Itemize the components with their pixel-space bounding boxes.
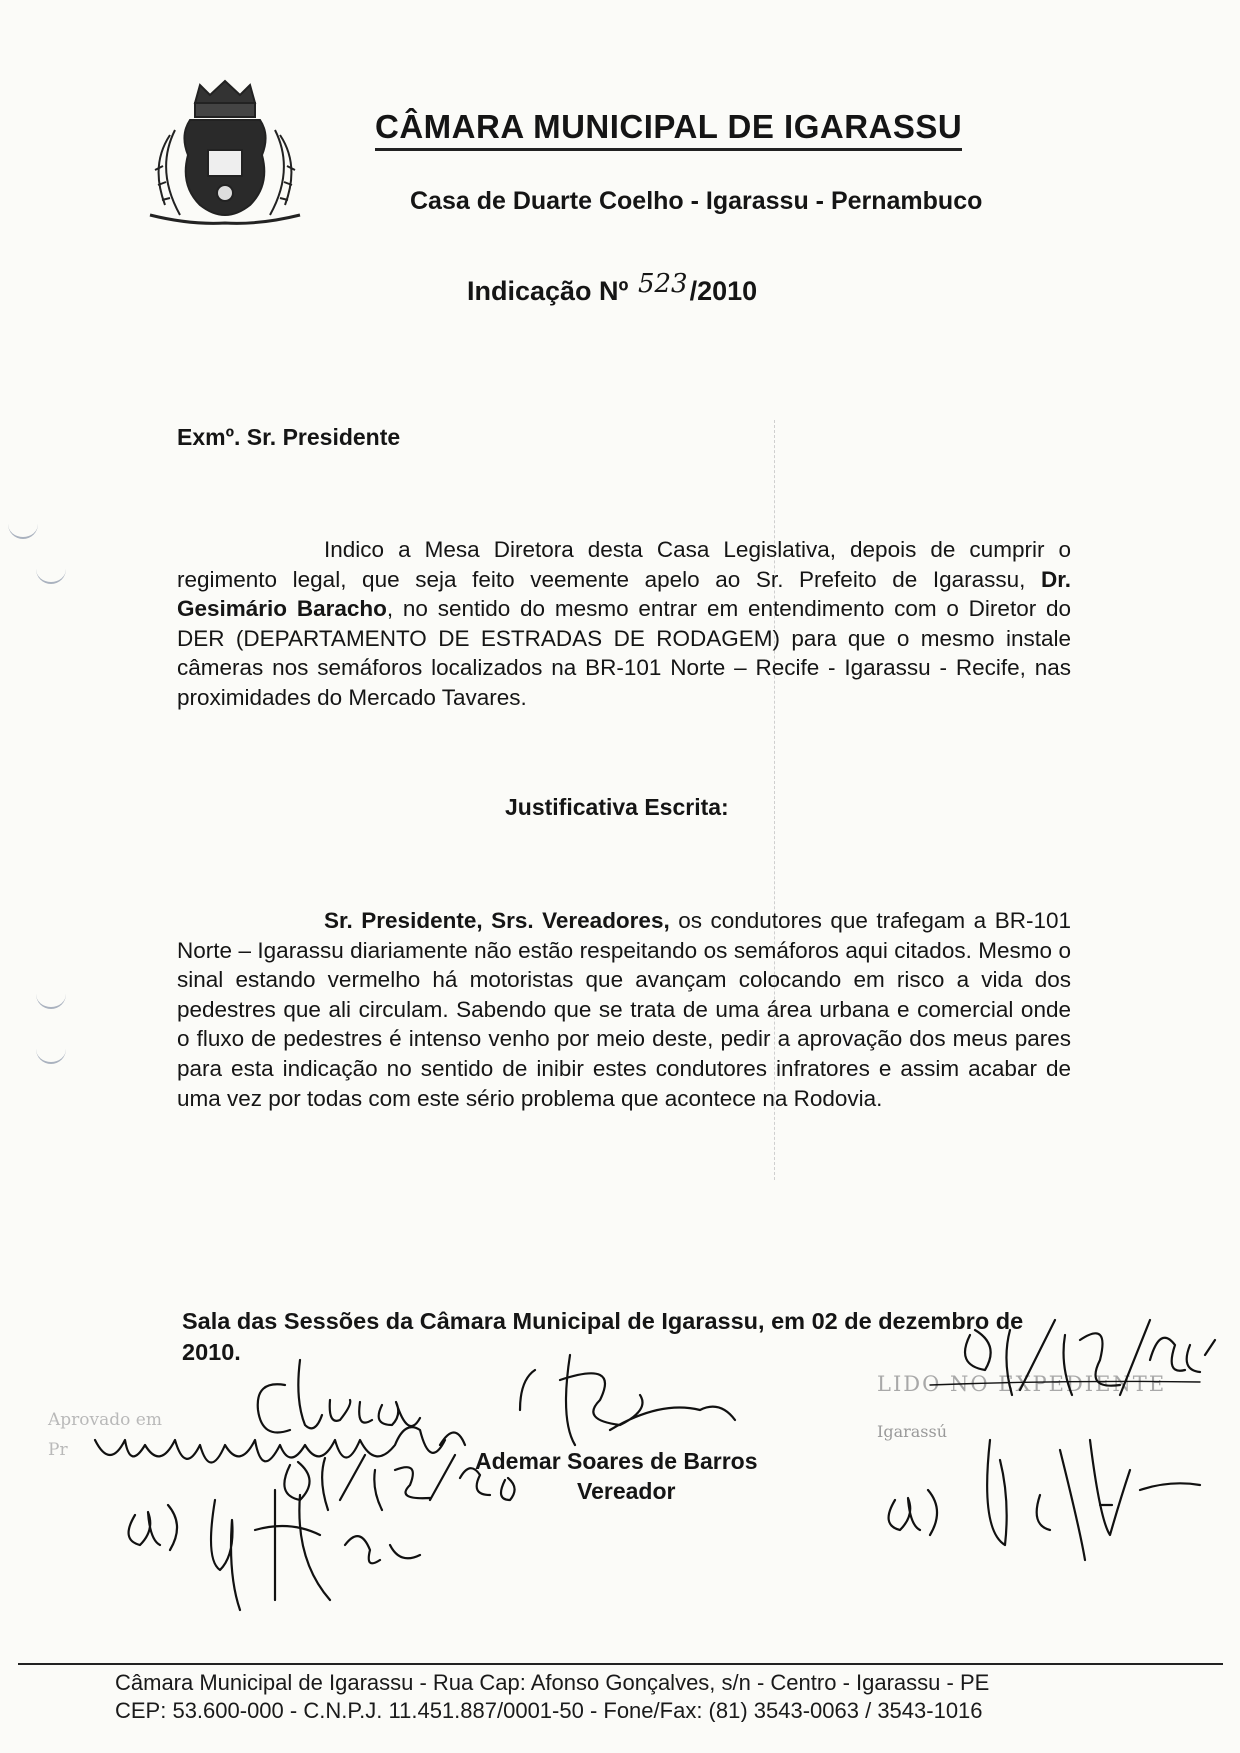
punch-hole-mark bbox=[36, 560, 66, 584]
justification-title: Justificativa Escrita: bbox=[505, 794, 729, 820]
signatory-name: Ademar Soares de Barros bbox=[475, 1448, 758, 1474]
salutation: Exmº. Sr. Presidente bbox=[177, 424, 401, 450]
approval-stamp-line2: Pr bbox=[48, 1440, 68, 1460]
request-paragraph bbox=[177, 535, 1071, 712]
approval-stamp-line1: Aprovado em bbox=[48, 1410, 162, 1430]
handwriting-initials-right bbox=[889, 1490, 937, 1535]
justification-paragraph bbox=[177, 906, 1071, 1113]
signatory-role: Vereador bbox=[577, 1478, 676, 1504]
indicacao-title bbox=[467, 269, 758, 307]
approval-stamp bbox=[48, 1405, 162, 1465]
read-stamp-city: Igarassú bbox=[877, 1422, 948, 1441]
indicacao-year: /2010 bbox=[689, 276, 758, 306]
justification-text: os condutores que trafegam a BR-101 Norte – Igarassu diariamente não estão respeitando os semáforos aqui citados. Mesmo o sinal estando vermelho há motoristas que avançam colocando em risco a vida dos pedestres que ali circulam. Sabendo que se trata de uma área urbana e comercial onde o fluxo de pedestres é intenso venho por meio deste, pedir a aprovação dos meus pares para esta indicação no sentido de inibir estes condutores infratores e assim acabar de uma vez por todas com este sério problema que acontece na Rodovia. bbox=[177, 908, 1071, 1111]
punch-hole-mark bbox=[36, 1040, 66, 1064]
coat-of-arms-icon bbox=[140, 75, 310, 235]
footer-divider bbox=[18, 1663, 1223, 1665]
request-text-2: , no sentido do mesmo entrar em entendimento com o Diretor do DER (DEPARTAMENTO DE ESTRADAS DE RODAGEM) para que o mesmo instale câmeras nos semáforos localizados na BR-101 Norte – Recife - Igarassu - Recife, nas proximidades do Mercado Tavares. bbox=[177, 596, 1072, 710]
organization-title: CÂMARA MUNICIPAL DE IGARASSU bbox=[375, 108, 962, 151]
organization-subtitle: Casa de Duarte Coelho - Igarassu - Pernambuco bbox=[410, 187, 983, 215]
handwriting-unica bbox=[258, 1360, 420, 1433]
justification-greeting: Sr. Presidente, Srs. Vereadores, bbox=[324, 908, 670, 933]
closing-statement: Sala das Sessões da Câmara Municipal de Igarassu, em 02 de dezembro de 2010. bbox=[182, 1308, 1024, 1365]
punch-hole-mark bbox=[8, 515, 38, 539]
footer-contact: CEP: 53.600-000 - C.N.P.J. 11.451.887/0001-50 - Fone/Fax: (81) 3543-0063 / 3543-1016 bbox=[115, 1698, 983, 1722]
punch-hole-mark bbox=[36, 985, 66, 1009]
read-stamp: LIDO NO EXPEDIENTE bbox=[877, 1372, 1167, 1396]
indicacao-label: Indicação Nº bbox=[467, 276, 629, 306]
indicacao-number: 523 bbox=[637, 269, 688, 299]
request-text-1: Indico a Mesa Diretora desta Casa Legislativa, depois de cumprir o regimento legal, que seja feito veemente apelo ao Sr. Prefeito de Igarassu, bbox=[177, 537, 1071, 592]
footer-address: Câmara Municipal de Igarassu - Rua Cap: Afonso Gonçalves, s/n - Centro - Igarassu - PE bbox=[115, 1670, 990, 1695]
mayor-name: Dr. Gesimário Baracho bbox=[177, 566, 1071, 621]
handwriting-signature-vereador bbox=[520, 1355, 735, 1445]
handwriting-initials-left bbox=[129, 1505, 177, 1550]
